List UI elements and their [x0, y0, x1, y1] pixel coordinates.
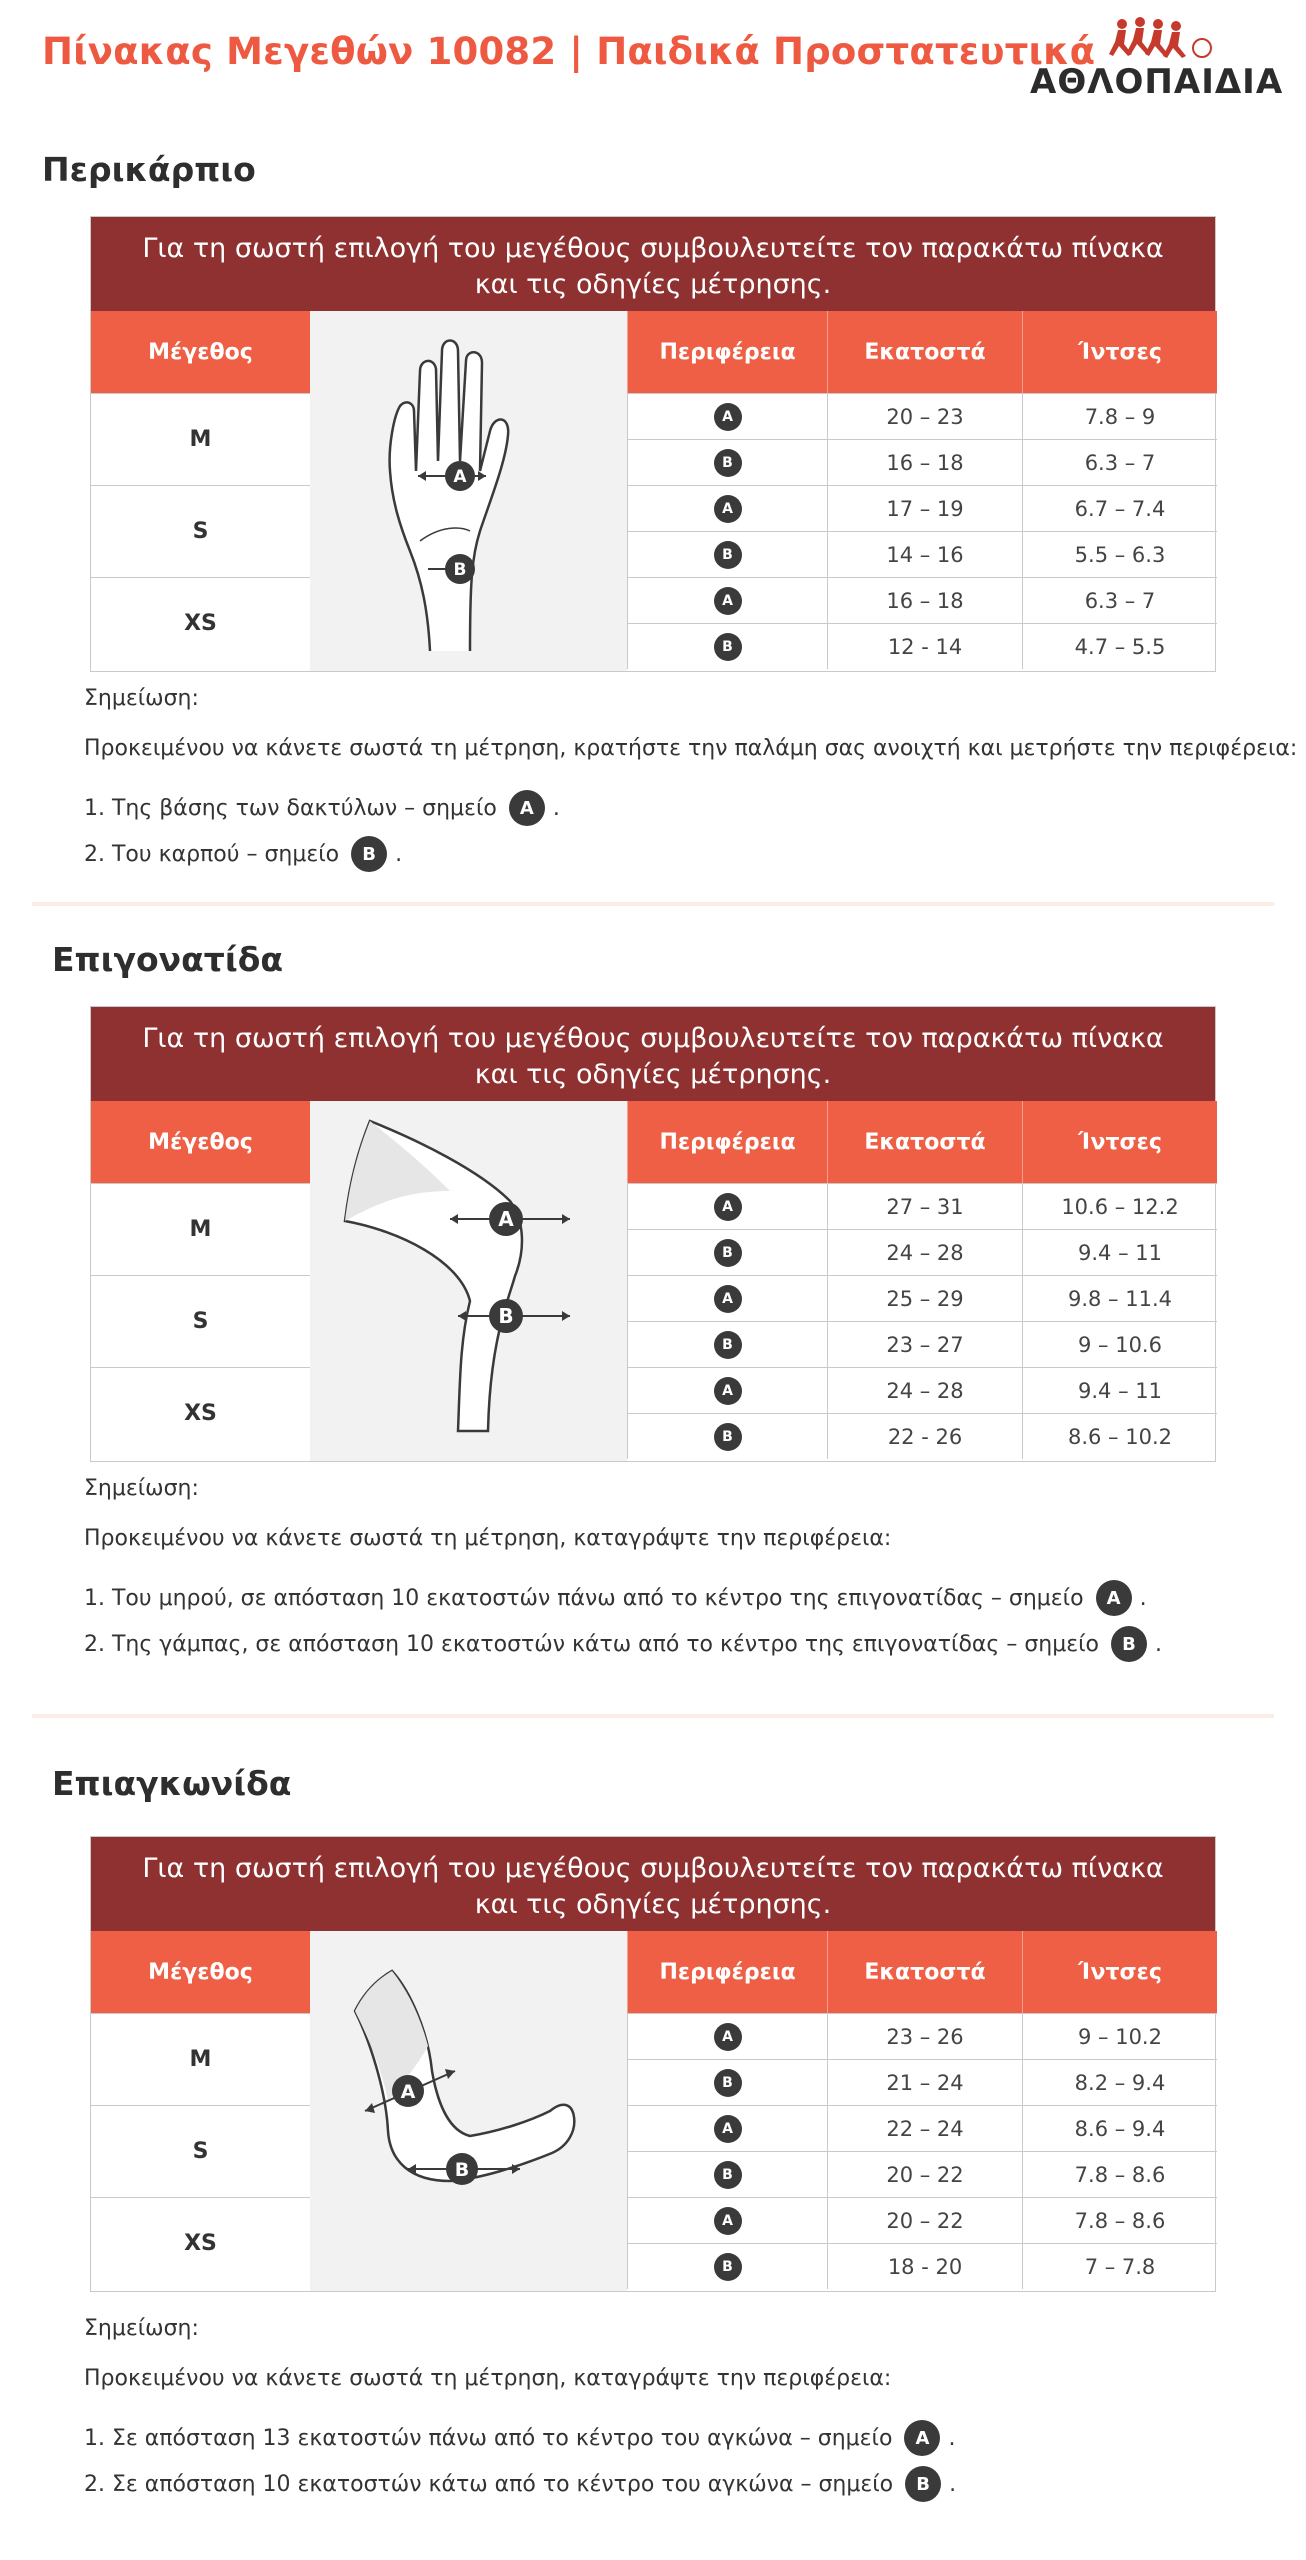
section-divider	[32, 902, 1274, 906]
inch-cell: 7.8 – 9	[1022, 394, 1217, 439]
circumference-cell	[627, 440, 827, 485]
point-badge: A	[714, 403, 742, 431]
header-circumference: Περιφέρεια	[627, 311, 827, 393]
circumference-cell	[627, 2060, 827, 2105]
point-badge: B	[714, 449, 742, 477]
section-title: Επιγονατίδα	[52, 940, 284, 979]
page-title: Πίνακας Μεγεθών 10082 | Παιδικά Προστατευτικά	[42, 30, 1096, 73]
table-row	[627, 1183, 1217, 1229]
cm-cell: 18 - 20	[827, 2244, 1022, 2289]
svg-text:B: B	[498, 1304, 514, 1328]
point-badge: A	[714, 1285, 742, 1313]
circumference-cell	[627, 1276, 827, 1321]
cm-cell: 20 – 23	[827, 394, 1022, 439]
size-label: S	[91, 1275, 310, 1367]
note-item-1	[84, 1580, 1147, 1616]
table-row	[627, 485, 1217, 531]
point-badge: A	[714, 1377, 742, 1405]
table-row	[627, 1321, 1217, 1367]
size-label: M	[91, 393, 310, 485]
point-a-badge: A	[1096, 1580, 1132, 1616]
inch-cell: 6.3 – 7	[1022, 440, 1217, 485]
table-row	[627, 577, 1217, 623]
inch-cell: 5.5 – 6.3	[1022, 532, 1217, 577]
table-row	[627, 439, 1217, 485]
size-label: XS	[91, 577, 310, 669]
point-badge: A	[714, 1193, 742, 1221]
note-item-2-text: 2. Σε απόσταση 10 εκατοστών κάτω από το κέντρο του αγκώνα – σημείο	[84, 2471, 894, 2497]
circumference-cell	[627, 2198, 827, 2243]
inch-cell: 8.2 – 9.4	[1022, 2060, 1217, 2105]
point-badge: B	[714, 1239, 742, 1267]
inch-cell: 6.3 – 7	[1022, 578, 1217, 623]
note-item-2	[84, 836, 402, 872]
point-badge: B	[714, 2069, 742, 2097]
measure-illustration	[310, 1101, 627, 1461]
note-item-2-text: 2. Του καρπού – σημείο	[84, 841, 340, 867]
instruction-banner	[91, 217, 1215, 311]
header-size: Μέγεθος	[91, 1931, 310, 2013]
banner-line-1: Για τη σωστή επιλογή του μεγέθους συμβουλευτείτε τον παρακάτω πίνακα	[142, 1023, 1164, 1054]
cm-cell: 25 – 29	[827, 1276, 1022, 1321]
note-label: Σημείωση:	[84, 686, 199, 711]
note-end: .	[948, 2425, 956, 2451]
note-item-1-text: 1. Του μηρού, σε απόσταση 10 εκατοστών πάνω από το κέντρο της επιγονατίδας – σημείο	[84, 1585, 1084, 1611]
point-b-badge: B	[905, 2466, 941, 2502]
note-end: .	[395, 841, 403, 867]
knee-measure-icon	[310, 1101, 627, 1461]
circumference-cell	[627, 1414, 827, 1459]
cm-cell: 22 – 24	[827, 2106, 1022, 2151]
header-inch: Ίντσες	[1022, 311, 1217, 393]
size-label: S	[91, 2105, 310, 2197]
cm-cell: 14 – 16	[827, 532, 1022, 577]
circumference-cell	[627, 578, 827, 623]
note-end: .	[552, 795, 560, 821]
section-title: Περικάρπιο	[42, 150, 256, 189]
inch-cell: 8.6 – 9.4	[1022, 2106, 1217, 2151]
brand-logo	[1030, 14, 1284, 110]
cm-cell: 27 – 31	[827, 1184, 1022, 1229]
table-row	[627, 1275, 1217, 1321]
size-table	[91, 1931, 1215, 2291]
header-cm: Εκατοστά	[827, 1101, 1022, 1183]
point-a-badge: A	[904, 2420, 940, 2456]
inch-cell: 4.7 – 5.5	[1022, 624, 1217, 669]
table-row	[627, 2105, 1217, 2151]
inch-cell: 9.4 – 11	[1022, 1368, 1217, 1413]
inch-cell: 9 – 10.2	[1022, 2014, 1217, 2059]
header-circumference: Περιφέρεια	[627, 1101, 827, 1183]
table-row	[627, 2013, 1217, 2059]
point-badge: B	[714, 541, 742, 569]
banner-line-2: και τις οδηγίες μέτρησης.	[474, 1889, 832, 1920]
measure-illustration	[310, 311, 627, 671]
svg-text:A: A	[498, 1207, 514, 1231]
header-size: Μέγεθος	[91, 311, 310, 393]
size-label: XS	[91, 2197, 310, 2289]
note-label: Σημείωση:	[84, 2316, 199, 2341]
note-item-1	[84, 790, 560, 826]
size-table-card	[90, 216, 1216, 672]
point-badge: A	[714, 587, 742, 615]
table-row	[627, 2197, 1217, 2243]
table-row	[627, 1413, 1217, 1459]
circumference-cell	[627, 1230, 827, 1275]
banner-line-2: και τις οδηγίες μέτρησης.	[474, 269, 832, 300]
circumference-cell	[627, 624, 827, 669]
table-row	[627, 1367, 1217, 1413]
header-cm: Εκατοστά	[827, 311, 1022, 393]
note-label: Σημείωση:	[84, 1476, 199, 1501]
point-badge: A	[714, 495, 742, 523]
size-table	[91, 311, 1215, 671]
point-badge: A	[714, 2207, 742, 2235]
cm-cell: 16 – 18	[827, 578, 1022, 623]
point-badge: A	[714, 2023, 742, 2051]
note-end: .	[949, 2471, 957, 2497]
hand-measure-icon	[310, 311, 627, 671]
point-a-badge: A	[509, 790, 545, 826]
note-item-2-text: 2. Της γάμπας, σε απόσταση 10 εκατοστών κάτω από το κέντρο της επιγονατίδας – σημείο	[84, 1631, 1099, 1657]
inch-cell: 10.6 – 12.2	[1022, 1184, 1217, 1229]
point-badge: B	[714, 633, 742, 661]
inch-cell: 6.7 – 7.4	[1022, 486, 1217, 531]
table-row	[627, 531, 1217, 577]
note-item-1-text: 1. Της βάσης των δακτύλων – σημείο	[84, 795, 497, 821]
svg-text:A: A	[453, 467, 467, 487]
circumference-cell	[627, 532, 827, 577]
inch-cell: 8.6 – 10.2	[1022, 1414, 1217, 1459]
circumference-cell	[627, 1184, 827, 1229]
table-row	[627, 393, 1217, 439]
banner-line-1: Για τη σωστή επιλογή του μεγέθους συμβουλευτείτε τον παρακάτω πίνακα	[142, 1853, 1164, 1884]
note-end: .	[1155, 1631, 1162, 1657]
point-badge: B	[714, 2161, 742, 2189]
inch-cell: 7 – 7.8	[1022, 2244, 1217, 2289]
table-row	[627, 623, 1217, 669]
cm-cell: 22 - 26	[827, 1414, 1022, 1459]
point-b-badge: B	[1111, 1626, 1147, 1662]
point-badge: B	[714, 2253, 742, 2281]
cm-cell: 21 – 24	[827, 2060, 1022, 2105]
svg-text:B: B	[454, 2159, 470, 2181]
size-table	[91, 1101, 1215, 1461]
circumference-cell	[627, 1368, 827, 1413]
cm-cell: 12 - 14	[827, 624, 1022, 669]
measure-illustration	[310, 1931, 627, 2291]
size-table-card	[90, 1836, 1216, 2292]
table-row	[627, 2059, 1217, 2105]
circumference-cell	[627, 1322, 827, 1367]
circumference-cell	[627, 2152, 827, 2197]
header-size: Μέγεθος	[91, 1101, 310, 1183]
header-inch: Ίντσες	[1022, 1931, 1217, 2013]
inch-cell: 9.8 – 11.4	[1022, 1276, 1217, 1321]
banner-line-2: και τις οδηγίες μέτρησης.	[474, 1059, 832, 1090]
cm-cell: 23 – 27	[827, 1322, 1022, 1367]
header-inch: Ίντσες	[1022, 1101, 1217, 1183]
cm-cell: 20 – 22	[827, 2152, 1022, 2197]
size-label: XS	[91, 1367, 310, 1459]
circumference-cell	[627, 394, 827, 439]
logo-text: ΑΘΛΟΠΑΙΔΙΑ	[1030, 62, 1284, 102]
table-row	[627, 2151, 1217, 2197]
instruction-banner	[91, 1007, 1215, 1101]
cm-cell: 24 – 28	[827, 1230, 1022, 1275]
note-item-2	[84, 1626, 1162, 1662]
point-badge: B	[714, 1331, 742, 1359]
inch-cell: 7.8 – 8.6	[1022, 2152, 1217, 2197]
circumference-cell	[627, 2014, 827, 2059]
note-item-1	[84, 2420, 955, 2456]
size-label: M	[91, 2013, 310, 2105]
circumference-cell	[627, 486, 827, 531]
point-badge: A	[714, 2115, 742, 2143]
instruction-banner	[91, 1837, 1215, 1931]
inch-cell: 7.8 – 8.6	[1022, 2198, 1217, 2243]
svg-text:A: A	[400, 2081, 416, 2103]
note-end: .	[1139, 1585, 1147, 1611]
table-row	[627, 2243, 1217, 2289]
note-intro: Προκειμένου να κάνετε σωστά τη μέτρηση, καταγράψτε την περιφέρεια:	[84, 1526, 892, 1551]
header-cm: Εκατοστά	[827, 1931, 1022, 2013]
note-intro: Προκειμένου να κάνετε σωστά τη μέτρηση, κρατήστε την παλάμη σας ανοιχτή και μετρήστε την περιφέρεια:	[84, 736, 1298, 761]
point-badge: B	[714, 1423, 742, 1451]
inch-cell: 9.4 – 11	[1022, 1230, 1217, 1275]
table-row	[627, 1229, 1217, 1275]
elbow-measure-icon	[310, 1931, 627, 2291]
banner-line-1: Για τη σωστή επιλογή του μεγέθους συμβουλευτείτε τον παρακάτω πίνακα	[142, 233, 1164, 264]
inch-cell: 9 – 10.6	[1022, 1322, 1217, 1367]
note-item-1-text: 1. Σε απόσταση 13 εκατοστών πάνω από το κέντρο του αγκώνα – σημείο	[84, 2425, 893, 2451]
circumference-cell	[627, 2106, 827, 2151]
note-intro: Προκειμένου να κάνετε σωστά τη μέτρηση, καταγράψτε την περιφέρεια:	[84, 2366, 892, 2391]
cm-cell: 20 – 22	[827, 2198, 1022, 2243]
note-item-2	[84, 2466, 956, 2502]
section-divider	[32, 1714, 1274, 1718]
cm-cell: 24 – 28	[827, 1368, 1022, 1413]
cm-cell: 16 – 18	[827, 440, 1022, 485]
point-b-badge: B	[351, 836, 387, 872]
size-table-card	[90, 1006, 1216, 1462]
header-circumference: Περιφέρεια	[627, 1931, 827, 2013]
cm-cell: 17 – 19	[827, 486, 1022, 531]
svg-text:B: B	[453, 560, 467, 580]
size-label: S	[91, 485, 310, 577]
size-label: M	[91, 1183, 310, 1275]
circumference-cell	[627, 2244, 827, 2289]
section-title: Επιαγκωνίδα	[52, 1764, 292, 1803]
cm-cell: 23 – 26	[827, 2014, 1022, 2059]
